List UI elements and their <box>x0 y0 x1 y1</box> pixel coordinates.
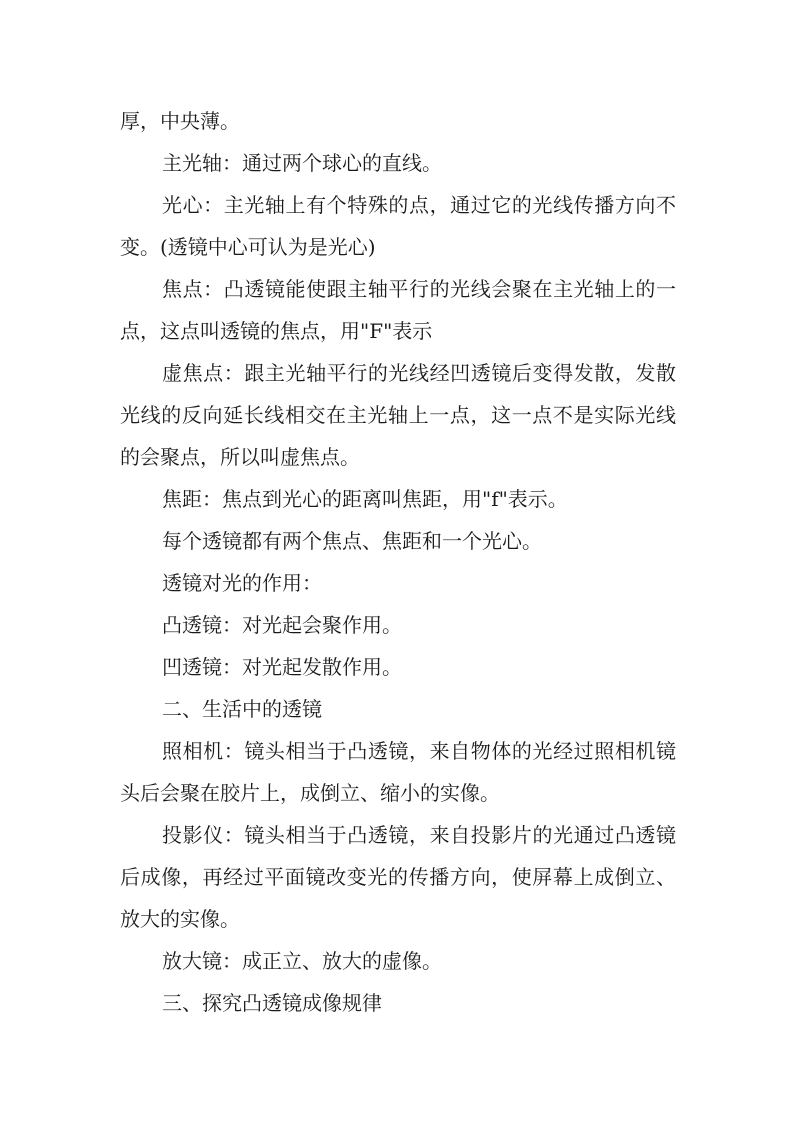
paragraph-continuation: 厚，中央薄。 <box>120 109 240 133</box>
paragraph-concave-lens: 凹透镜：对光起发散作用。 <box>162 655 402 679</box>
paragraph-lens-effect-heading: 透镜对光的作用： <box>162 571 322 595</box>
paragraph-projector: 投影仪：镜头相当于凸透镜，来自投影片的光通过凸透镜后成像，再经过平面镜改变光的传播方向，使屏幕上成倒立、放大的实像。 <box>120 823 676 931</box>
paragraph-virtual-focus: 虚焦点：跟主光轴平行的光线经凹透镜后变得发散，发散光线的反向延长线相交在主光轴上一点，这一点不是实际光线的会聚点，所以叫虚焦点。 <box>120 361 676 469</box>
paragraph-focal-length: 焦距：焦点到光心的距离叫焦距，用"f"表示。 <box>162 487 568 511</box>
paragraph-camera: 照相机：镜头相当于凸透镜，来自物体的光经过照相机镜头后会聚在胶片上，成倒立、缩小的实像。 <box>120 739 676 805</box>
section-heading-imaging-rules: 三、探究凸透镜成像规律 <box>162 991 382 1015</box>
paragraph-optical-center: 光心：主光轴上有个特殊的点，通过它的光线传播方向不变。(透镜中心可认为是光心) <box>120 193 676 259</box>
paragraph-main-optical-axis: 主光轴：通过两个球心的直线。 <box>162 151 442 175</box>
paragraph-convex-lens: 凸透镜：对光起会聚作用。 <box>162 613 402 637</box>
section-heading-lenses-in-life: 二、生活中的透镜 <box>162 697 322 721</box>
paragraph-magnifier: 放大镜：成正立、放大的虚像。 <box>162 949 442 973</box>
document-body <box>120 100 676 1024</box>
paragraph-lens-elements: 每个透镜都有两个焦点、焦距和一个光心。 <box>162 529 542 553</box>
paragraph-focal-point: 焦点：凸透镜能使跟主轴平行的光线会聚在主光轴上的一点，这点叫透镜的焦点，用"F"表示 <box>120 277 676 343</box>
